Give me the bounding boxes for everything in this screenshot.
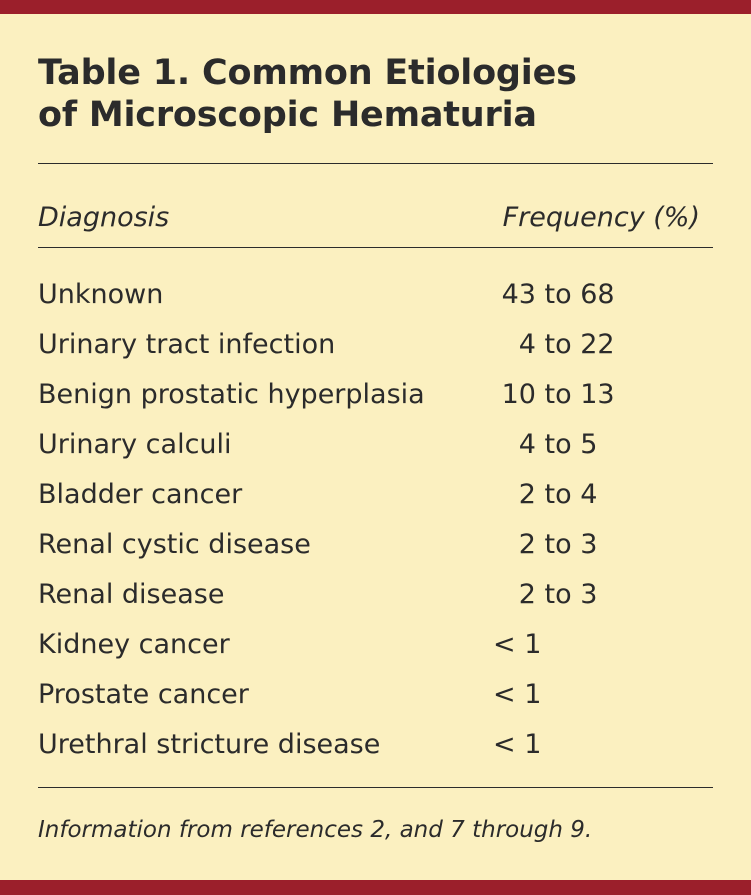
frequency-cell: 10 to 13 <box>493 379 615 410</box>
diagnosis-cell: Renal cystic disease <box>38 529 311 560</box>
diagnosis-cell: Prostate cancer <box>38 679 249 710</box>
diagnosis-cell: Urinary tract infection <box>38 329 336 360</box>
bottom-divider <box>38 787 713 788</box>
table-row <box>38 276 713 326</box>
frequency-cell: 2 to 3 <box>493 529 598 560</box>
diagnosis-cell: Bladder cancer <box>38 479 243 510</box>
table-title-line-1: Table 1. Common Etiologies <box>38 53 577 93</box>
table-row <box>38 376 713 426</box>
diagnosis-cell: Benign prostatic hyperplasia <box>38 379 425 410</box>
column-header-diagnosis: Diagnosis <box>38 202 170 233</box>
frequency-cell: 2 to 4 <box>493 479 598 510</box>
frequency-cell: < 1 <box>493 629 542 660</box>
top-accent-bar <box>0 0 751 14</box>
diagnosis-cell: Kidney cancer <box>38 629 230 660</box>
frequency-cell: 43 to 68 <box>493 279 615 310</box>
table-row <box>38 576 713 626</box>
diagnosis-cell: Urinary calculi <box>38 429 232 460</box>
table-row <box>38 726 713 776</box>
source-footnote: Information from references 2, and 7 through 9. <box>38 817 593 843</box>
table-title <box>38 52 718 136</box>
diagnosis-cell: Unknown <box>38 279 164 310</box>
frequency-cell: 2 to 3 <box>493 579 598 610</box>
top-divider <box>38 163 713 164</box>
header-divider <box>38 247 713 248</box>
frequency-cell: 4 to 22 <box>493 329 615 360</box>
table-row <box>38 326 713 376</box>
table-row <box>38 626 713 676</box>
column-header-frequency: Frequency (%) <box>502 202 700 233</box>
frequency-cell: < 1 <box>493 729 542 760</box>
table-row <box>38 526 713 576</box>
bottom-accent-bar <box>0 880 751 895</box>
table-row <box>38 676 713 726</box>
table-row <box>38 476 713 526</box>
frequency-cell: < 1 <box>493 679 542 710</box>
diagnosis-cell: Urethral stricture disease <box>38 729 381 760</box>
etiology-table-body <box>38 276 713 776</box>
frequency-cell: 4 to 5 <box>493 429 598 460</box>
table-row <box>38 426 713 476</box>
table-title-line-2: of Microscopic Hematuria <box>38 95 537 135</box>
diagnosis-cell: Renal disease <box>38 579 225 610</box>
